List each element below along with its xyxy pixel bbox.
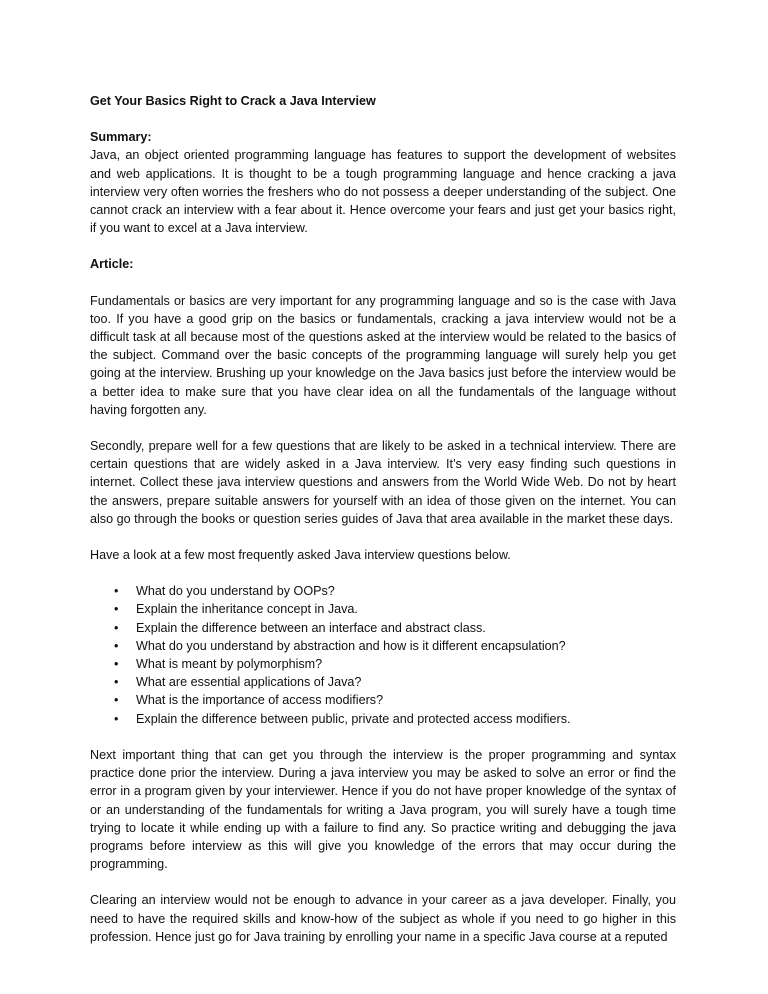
question-text: Explain the difference between an interface and abstract class. xyxy=(136,620,486,635)
article-heading: Article: xyxy=(90,257,134,272)
bullet-icon: • xyxy=(114,693,119,708)
bullet-icon: • xyxy=(114,657,119,672)
closing-paragraph-1: Next important thing that can get you through the interview is the proper programming and syntax practice done prior the interview. During a java interview you may be asked to solve an error or find the error in a program given by your interviewer. Hence if you do not have proper knowledge of the syntax of or an understanding of the fundamentals for writing a Java program, you will surely have a tough time trying to locate it while ending up with a failure to find any. So practice writing and debugging the java programs before interview as this will give you knowledge of the errors that may occur during the programming. xyxy=(90,747,676,872)
question-text: Explain the difference between public, private and protected access modifiers. xyxy=(136,711,571,726)
question-list xyxy=(90,582,676,728)
question-text: What is meant by polymorphism? xyxy=(136,657,323,672)
document-page xyxy=(90,92,676,964)
bullet-icon: • xyxy=(114,602,119,617)
bullet-icon: • xyxy=(114,711,119,726)
question-text: What is the importance of access modifiers? xyxy=(136,693,384,708)
list-item xyxy=(90,673,676,691)
question-text: What are essential applications of Java? xyxy=(136,675,362,690)
bullet-icon: • xyxy=(114,620,119,635)
list-item xyxy=(90,582,676,600)
list-item xyxy=(90,691,676,709)
list-item xyxy=(90,637,676,655)
bullet-icon: • xyxy=(114,675,119,690)
document-title: Get Your Basics Right to Crack a Java Interview xyxy=(90,94,376,108)
bullet-icon: • xyxy=(114,638,119,653)
list-item xyxy=(90,655,676,673)
closing-paragraph-2: Clearing an interview would not be enough to advance in your career as a java developer. Finally, you need to have the required skills and know-how of the subject as whole if you need to go higher in this profession. Hence just go for Java training by enrolling your name in a specific Java course at a reputed xyxy=(90,893,676,944)
article-paragraph-2: Secondly, prepare well for a few questions that are likely to be asked in a technical interview. There are certain questions that are widely asked in a Java interview. It’s very easy finding such questions in internet. Collect these java interview questions and answers from the World Wide Web. Do not by heart the answers, prepare suitable answers for yourself with an idea of those given on the internet. You can also go through the books or question series guides of Java that area available in the market these days. xyxy=(90,439,676,526)
summary-paragraph: Java, an object oriented programming language has features to support the development of websites and web applications. It is thought to be a tough programming language and hence cracking a java interview very often worries the freshers who do not possess a deeper understanding of the subject. One cannot crack an interview with a fear about it. Hence overcome your fears and just get your basics right, if you want to excel at a Java interview. xyxy=(90,148,676,236)
list-item xyxy=(90,619,676,637)
question-text: What do you understand by OOPs? xyxy=(136,584,335,599)
summary-heading: Summary: xyxy=(90,130,152,145)
question-text: Explain the inheritance concept in Java. xyxy=(136,602,358,617)
article-paragraph-3: Have a look at a few most frequently asked Java interview questions below. xyxy=(90,548,511,563)
bullet-icon: • xyxy=(114,584,119,599)
question-text: What do you understand by abstraction and how is it different encapsulation? xyxy=(136,638,566,653)
list-item xyxy=(90,710,676,728)
article-paragraph-1: Fundamentals or basics are very important for any programming language and so is the case with Java too. If you have a good grip on the basics or fundamentals, cracking a java interview would not be a difficult task at all because most of the questions asked at the interview would be related to the basics of the subject. Command over the basic concepts of the programming language will surely help you get going at the interview. Brushing up your knowledge on the Java basics just before the interview would be a better idea to make sure that you have clear idea on all the fundamentals of the language without having forgotten any. xyxy=(90,293,676,417)
list-item xyxy=(90,600,676,618)
